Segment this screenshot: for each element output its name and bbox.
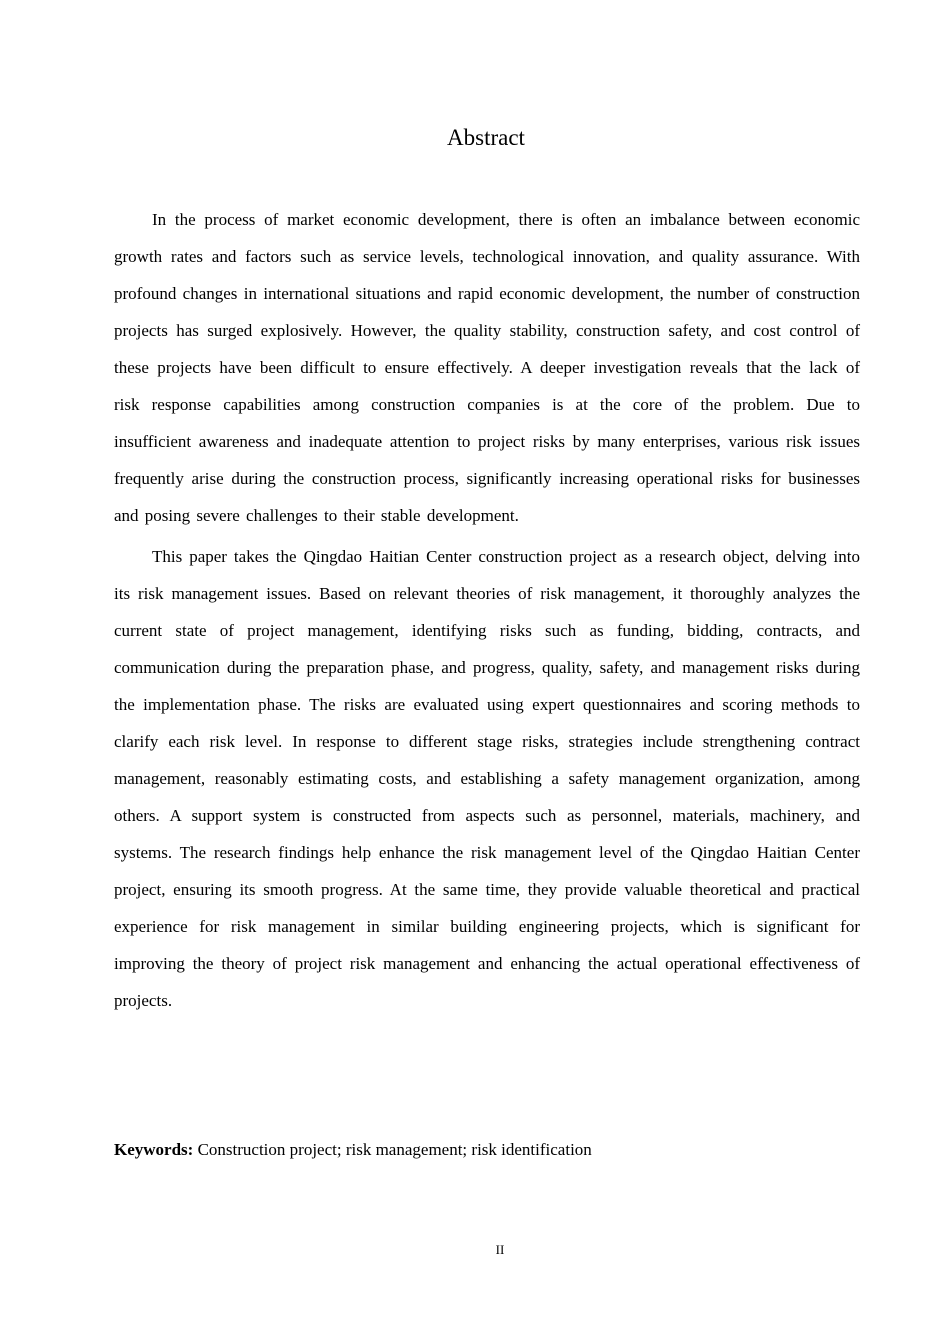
abstract-title: Abstract xyxy=(447,125,525,150)
page-number: II xyxy=(495,1242,505,1257)
abstract-body xyxy=(114,201,860,1019)
keywords-text: Construction project; risk management; risk identification xyxy=(193,1140,592,1159)
keywords-line xyxy=(114,1136,860,1164)
keywords-label: Keywords: xyxy=(114,1140,194,1159)
abstract-paragraph-2: This paper takes the Qingdao Haitian Center construction project as a research object, delving into its risk management issues. Based on relevant theories of risk management, it thoroughly analyzes the current state of project management, identifying risks such as funding, bidding, contracts, and communication during the preparation phase, and progress, quality, safety, and management risks during the implementation phase. The risks are evaluated using expert questionnaires and scoring methods to clarify each risk level. In response to different stage risks, strategies include strengthening contract management, reasonably estimating costs, and establishing a safety management organization, among others. A support system is constructed from aspects such as personnel, materials, machinery, and systems. The research findings help enhance the risk management level of the Qingdao Haitian Center project, ensuring its smooth progress. At the same time, they provide valuable theoretical and practical experience for risk management in similar building engineering projects, which is significant for improving the theory of project risk management and enhancing the actual operational effectiveness of projects. xyxy=(114,547,860,1010)
abstract-paragraph-1: In the process of market economic development, there is often an imbalance between economic growth rates and factors such as service levels, technological innovation, and quality assurance. With profound changes in international situations and rapid economic development, the number of construction projects has surged explosively. However, the quality stability, construction safety, and cost control of these projects have been difficult to ensure effectively. A deeper investigation reveals that the lack of risk response capabilities among construction companies is at the core of the problem. Due to insufficient awareness and inadequate attention to project risks by many enterprises, various risk issues frequently arise during the construction process, significantly increasing operational risks for businesses and posing severe challenges to their stable development. xyxy=(114,210,860,525)
